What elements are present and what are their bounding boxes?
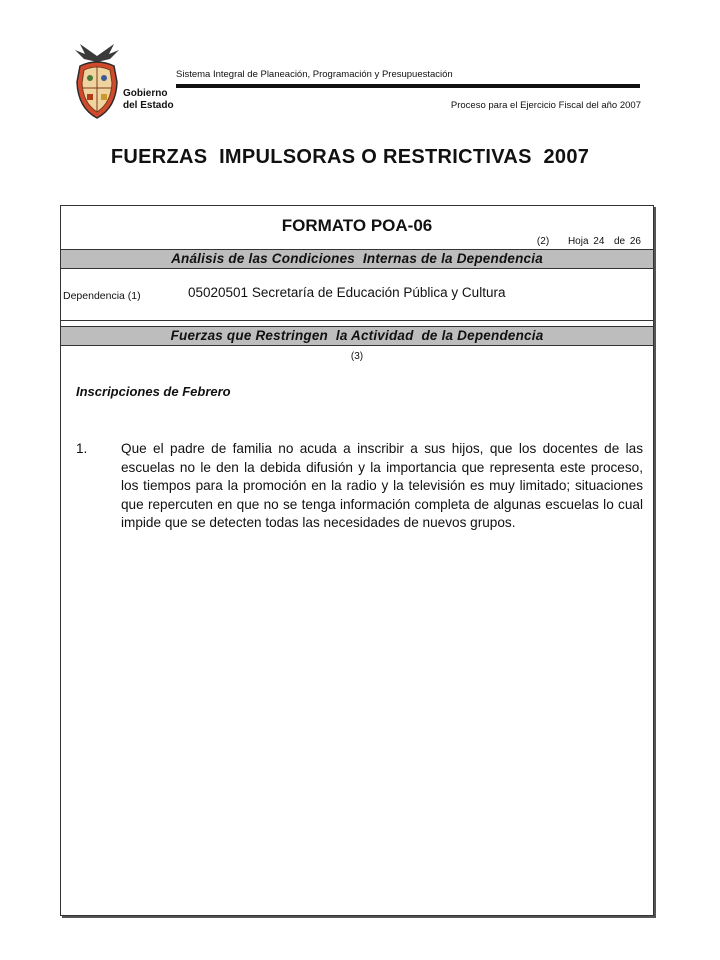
- dependency-value: 05020501 Secretaría de Educación Pública y Cultura: [188, 285, 506, 300]
- form-code: FORMATO POA-06: [281, 216, 433, 235]
- header-divider: [176, 84, 640, 88]
- section-header-internal-analysis: Análisis de las Condiciones Internas de la Dependencia: [61, 249, 653, 269]
- gov-line-2: del Estado: [123, 100, 174, 111]
- field-number-3: (3): [350, 351, 364, 362]
- system-name: Sistema Integral de Planeación, Programación y Presupuestación: [176, 69, 453, 80]
- field-number-2: (2): [536, 236, 550, 247]
- sheet-number: Hoja 24 de 26: [567, 236, 641, 247]
- section-divider: [61, 320, 653, 321]
- page-title: FUERZAS IMPULSORAS O RESTRICTIVAS 2007: [110, 146, 590, 168]
- gov-line-1: Gobierno: [123, 88, 168, 99]
- list-item: [76, 440, 643, 533]
- government-label: [123, 88, 174, 112]
- dependency-label: Dependencia (1): [63, 290, 141, 302]
- list-item-number: 1.: [76, 441, 88, 456]
- state-coat-of-arms-logo: [72, 42, 122, 122]
- form-frame: [60, 205, 654, 916]
- subsection-title: Inscripciones de Febrero: [76, 384, 231, 399]
- list-item-text: Que el padre de familia no acuda a inscribir a sus hijos, que los docentes de las escuelas no le den la debida difusión y la importancia que representa este proceso, los tiempos para la promoción en la radio y la televisión es muy limitado; situaciones que repercuten en que no se tenga información completa de algunas escuelas lo cual impide que se detecten todas las necesidades de nuevos grupos.: [121, 441, 643, 530]
- fiscal-process: Proceso para el Ejercicio Fiscal del año 2007: [450, 100, 641, 111]
- section-header-restricting-forces: Fuerzas que Restringen la Actividad de la Dependencia: [61, 326, 653, 346]
- page-indicator: [537, 236, 641, 247]
